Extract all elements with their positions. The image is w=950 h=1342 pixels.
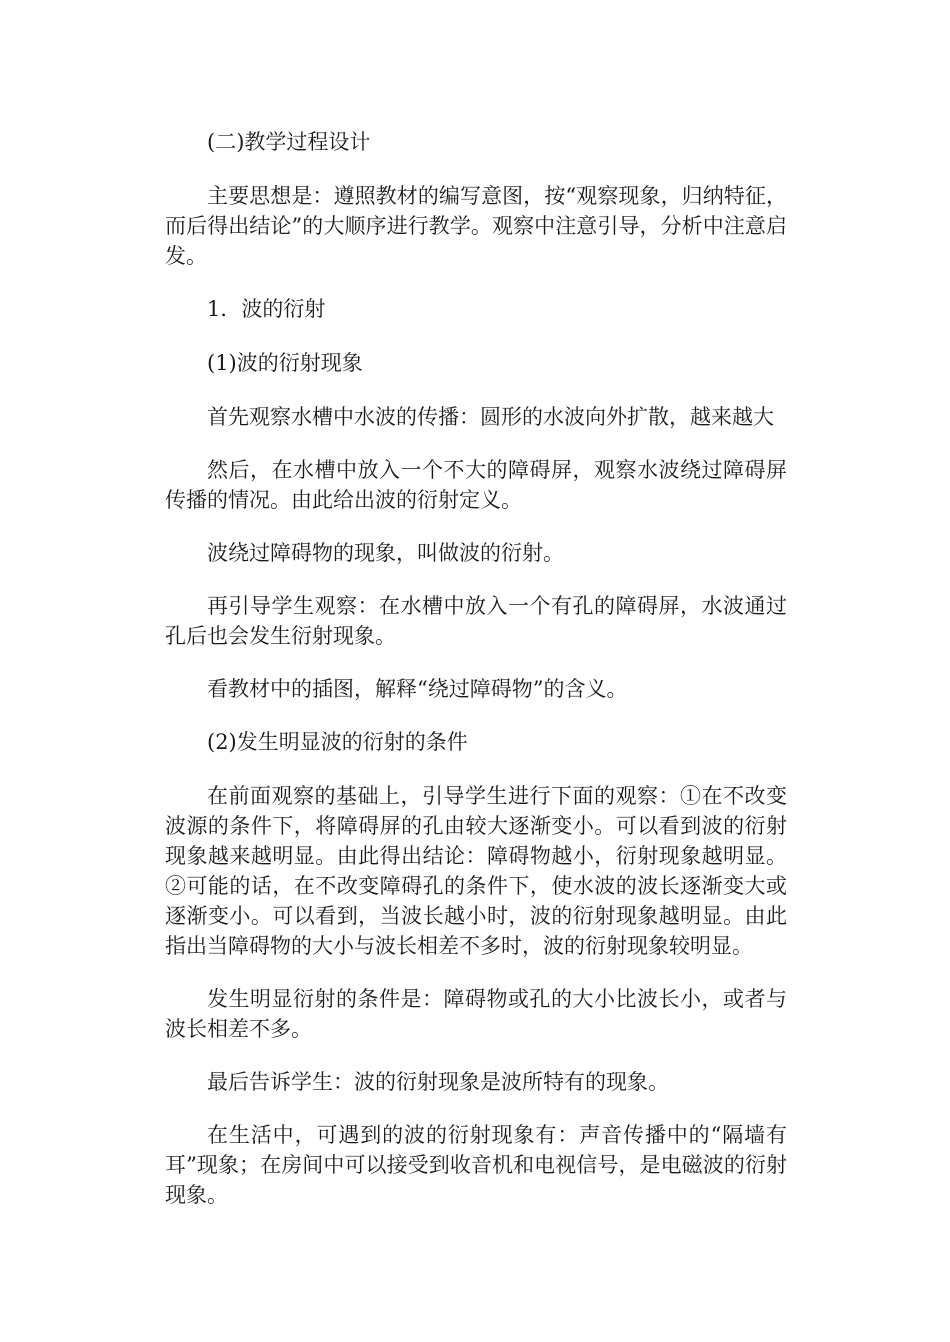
paragraph-observe-water-waves: 首先观察水槽中水波的传播：圆形的水波向外扩散，越来越大 xyxy=(207,405,774,429)
paragraph-barrier-screen: 然后，在水槽中放入一个不大的障碍屏，观察水波绕过障碍屏传播的情况。由此给出波的衍射定义。 xyxy=(165,458,787,512)
paragraph-wave-specific: 最后告诉学生：波的衍射现象是波所特有的现象。 xyxy=(207,1070,669,1094)
paragraph-observation-steps: 在前面观察的基础上，引导学生进行下面的观察：①在不改变波源的条件下，将障碍屏的孔由较大逐渐变小。可以看到波的衍射现象越来越明显。由此得出结论：障碍物越小，衍射现象越明显。②可能的话，在不改变障碍孔的条件下，使水波的波长逐渐变大或逐渐变小。可以看到，当波长越小时，波的衍射现象越明显。由此指出当障碍物的大小与波长相差不多时，波的衍射现象较明显。 xyxy=(165,784,787,958)
paragraph-hole-barrier: 再引导学生观察：在水槽中放入一个有孔的障碍屏，水波通过孔后也会发生衍射现象。 xyxy=(165,594,787,648)
paragraph-main-idea: 主要思想是：遵照教材的编写意图，按“观察现象，归纳特征，而后得出结论”的大顺序进行教学。观察中注意引导，分析中注意启发。 xyxy=(165,184,787,268)
document-body xyxy=(165,127,787,1233)
subheading-diffraction-conditions: (2)发生明显波的衍射的条件 xyxy=(207,730,468,754)
paragraph-diffraction-definition: 波绕过障碍物的现象，叫做波的衍射。 xyxy=(207,541,564,565)
subheading-diffraction-phenomenon: (1)波的衍射现象 xyxy=(207,351,363,375)
paragraph-textbook-illustration: 看教材中的插图，解释“绕过障碍物”的含义。 xyxy=(207,677,628,701)
paragraph-daily-life-examples: 在生活中，可遇到的波的衍射现象有：声音传播中的“隔墙有耳”现象；在房间中可以接受到收音机和电视信号，是电磁波的衍射现象。 xyxy=(165,1123,787,1207)
heading-wave-diffraction: 1．波的衍射 xyxy=(207,297,326,321)
paragraph-condition-statement: 发生明显衍射的条件是：障碍物或孔的大小比波长小，或者与波长相差不多。 xyxy=(165,987,787,1041)
section-heading-teaching-process: (二)教学过程设计 xyxy=(207,130,371,154)
